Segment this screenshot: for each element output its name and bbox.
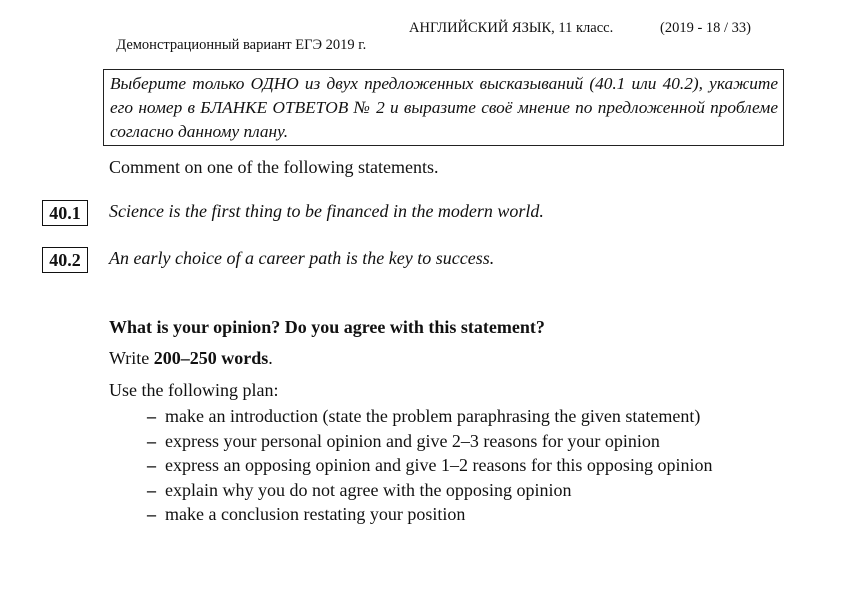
statement-text: Science is the first thing to be financed in the modern world. [109, 201, 544, 221]
dash-bullet: – [147, 504, 156, 524]
plan-item [147, 502, 712, 527]
plan-item-text: make an introduction (state the problem paraphrasing the given statement) [165, 406, 701, 426]
plan-item [147, 429, 712, 454]
statement-number: 40.2 [42, 247, 88, 273]
plan-list [147, 404, 712, 527]
dash-bullet: – [147, 430, 156, 451]
header-page-number: (2019 - 18 / 33) [660, 20, 752, 36]
plan-item-text: explain why you do not agree with the opposing opinion [165, 479, 572, 500]
statement-number: 40.1 [42, 200, 88, 226]
opinion-question: What is your opinion? Do you agree with this statement? [109, 317, 545, 337]
dash-bullet: – [147, 479, 156, 500]
header-title: Демонстрационный вариант ЕГЭ 2019 г. [116, 37, 367, 53]
plan-title: Use the following plan: [109, 380, 279, 400]
comment-prompt: Comment on one of the following statements. [109, 157, 439, 177]
dash-bullet: – [147, 406, 156, 426]
dash-bullet: – [147, 455, 156, 475]
plan-item-text: express your personal opinion and give 2–3 reasons for your opinion [165, 430, 660, 451]
plan-item [147, 453, 712, 478]
plan-item [147, 404, 712, 429]
word-count: 200–250 words [153, 348, 269, 368]
instruction-box: Выберите только ОДНО из двух предложенных высказываний (40.1 или 40.2), укажите его номер в БЛАНКЕ ОТВЕТОВ № 2 и выразите своё мнение по предложенной проблеме согласно данному плану. [103, 69, 784, 146]
statement-text: An early choice of a career path is the key to success. [109, 248, 495, 268]
write-prefix: Write [109, 348, 154, 368]
plan-item-text: express an opposing opinion and give 1–2 reasons for this opposing opinion [165, 455, 713, 475]
word-count-instruction [109, 348, 273, 369]
write-suffix: . [268, 348, 273, 368]
plan-item-text: make a conclusion restating your position [165, 504, 466, 524]
header-subject: АНГЛИЙСКИЙ ЯЗЫК, 11 класс. [409, 20, 614, 36]
plan-item [147, 478, 712, 503]
